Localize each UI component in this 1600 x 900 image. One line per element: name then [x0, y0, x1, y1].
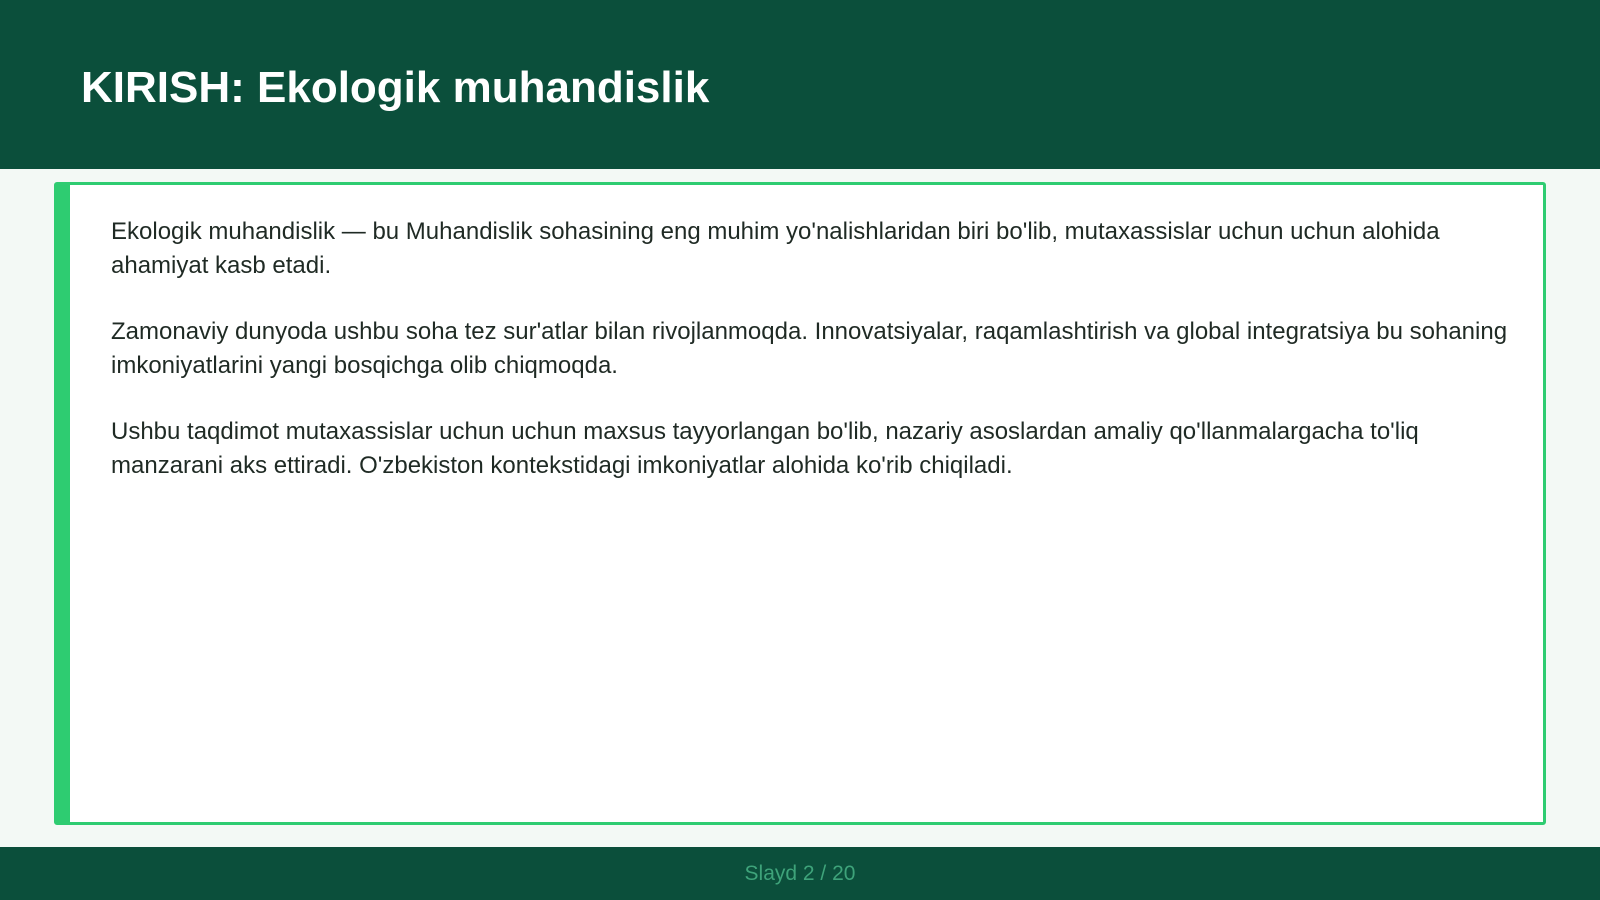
- slide-footer: [0, 847, 1600, 900]
- slide-header: [0, 0, 1600, 169]
- paragraph-intro: Ekologik muhandislik — bu Muhandislik sohasining eng muhim yo'nalishlaridan biri bo'lib, mutaxassislar uchun uchun alohida ahamiyat kasb etadi.: [111, 218, 1440, 279]
- paragraph-modern-world: Zamonaviy dunyoda ushbu soha tez sur'atlar bilan rivojlanmoqda. Innovatsiyalar, raqamlashtirish va global integratsiya bu sohaning imkoniyatlarini yangi bosqichga olib chiqmoqda.: [111, 318, 1508, 379]
- paragraph-presentation: Ushbu taqdimot mutaxassislar uchun uchun maxsus tayyorlangan bo'lib, nazariy asoslardan amaliy qo'llanmalargacha to'liq manzarani aks ettiradi. O'zbekiston kontekstidagi imkoniyatlar alohida ko'rib chiqiladi.: [111, 418, 1419, 479]
- slide-title: KIRISH: Ekologik muhandislik: [81, 63, 710, 112]
- slide-number: Slayd 2 / 20: [744, 862, 856, 885]
- content-text: [111, 215, 1521, 515]
- content-card: [54, 182, 1546, 825]
